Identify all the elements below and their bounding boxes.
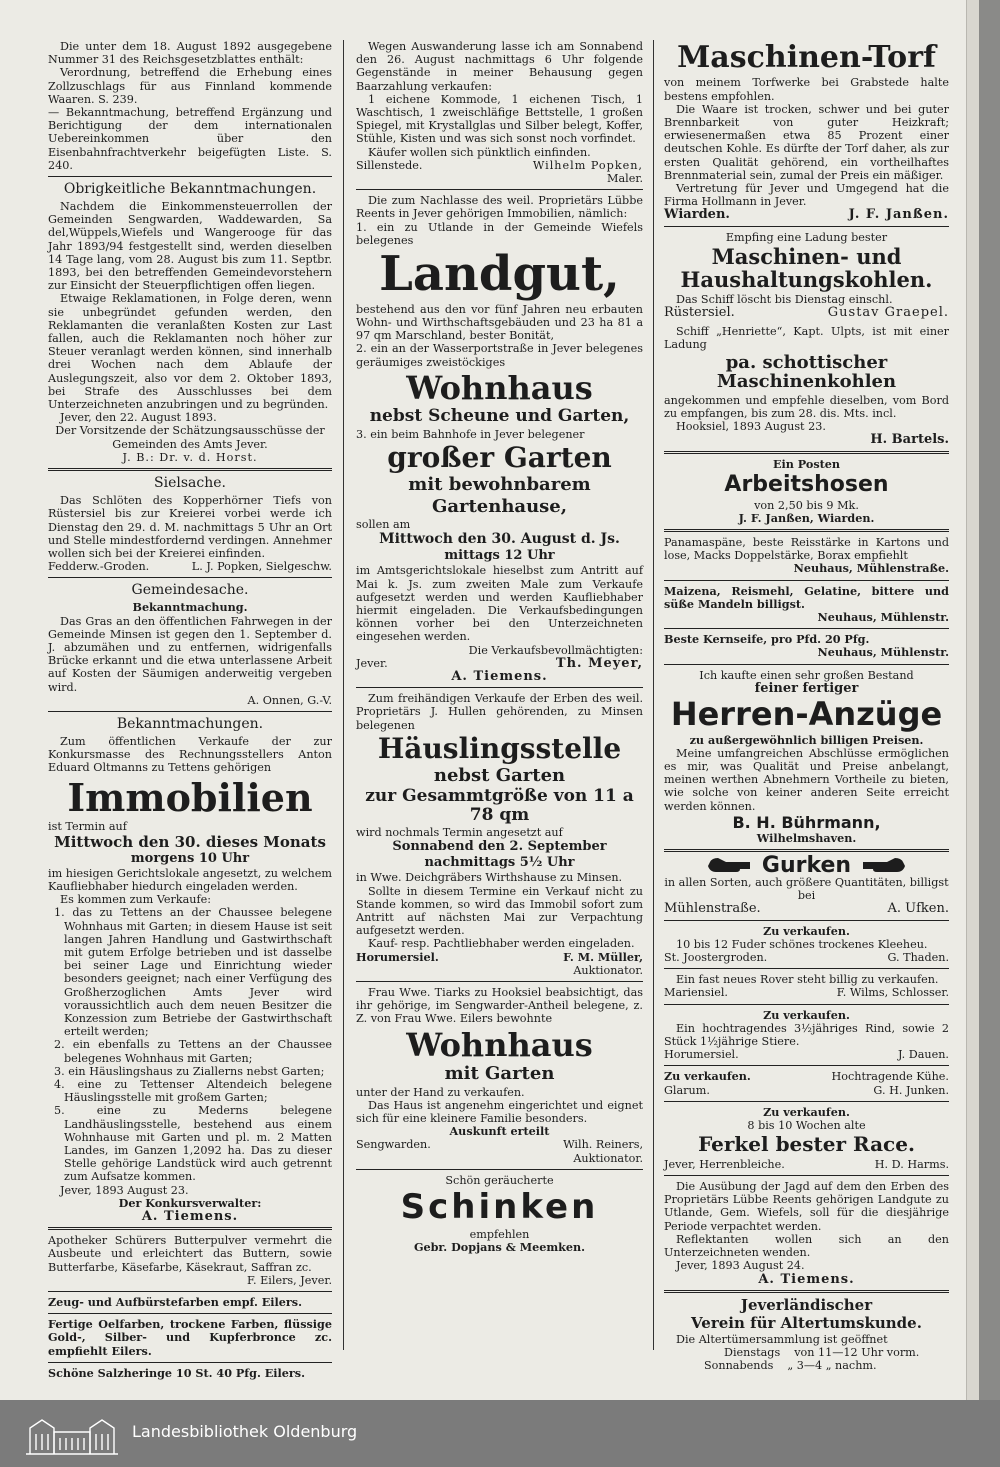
schinken-post: empfehlen	[469, 1227, 530, 1241]
ausw-text: Wegen Auswanderung lasse ich am Sonnabend den 26. August nachmittags 6 Uhr folgende Gegenstände in meiner Behausung gegen Baarzahlung verkaufen:	[356, 40, 643, 93]
neuhaus-ad2-sig: Neuhaus, Mühlenstr.	[817, 610, 949, 625]
library-building-icon	[24, 1412, 120, 1456]
landgut-place: Jever.	[356, 656, 388, 670]
verein-time2: „ 3—4 „ nachm.	[787, 1359, 877, 1373]
library-name: Landesbibliothek Oldenburg	[132, 1422, 358, 1441]
divider	[356, 1169, 643, 1170]
ausw-invite: Käufer wollen sich pünktlich einfinden.	[368, 145, 591, 159]
kuehe-place: Glarum.	[664, 1083, 710, 1097]
landgut-item1: 1. ein zu Utlande in der Gemeinde Wiefels belegenes	[356, 220, 643, 247]
verein-headline-2: Verein für Altertumskunde.	[691, 1313, 922, 1332]
gemeinde-sub: Bekanntmachung.	[132, 600, 248, 615]
haeusling-size: zur Gesammtgröße von 11 a 78 qm	[365, 786, 634, 825]
bekannt-item: 1. das zu Tettens an der Chaussee belegene Wohnhaus mit Garten; in diesem Hause ist seit langen Jahren Handlung und Gastwirthschaft mit gutem Erfolge betrieben und ist dasselbe bei seiner Lage und Einrichtung wieder besonders geeignet; nach einer Verfügung des Großherzoglichen Amts Jever wird voraussichtlich auch dem neuen Besitzer die Konzession zum Betriebe der Gastwirthschaft erteilt werden;	[54, 906, 332, 1039]
divider	[48, 1313, 332, 1314]
rind-signature: J. Dauen.	[898, 1048, 949, 1062]
wohnhaus-place: Sengwarden.	[356, 1138, 431, 1152]
divider	[664, 849, 949, 852]
kohlen-sig-row	[664, 306, 949, 319]
siel-place: Fedderw.-Groden.	[48, 560, 150, 574]
divider	[356, 687, 643, 688]
reich-notice-text: Die unter dem 18. August 1892 ausgegebene Nummer 31 des Reichsgesetzblattes enthält:	[48, 40, 332, 67]
pointing-hand-left-icon	[706, 856, 752, 876]
gurken-place: Mühlenstraße.	[664, 901, 761, 917]
landgut-date: Mittwoch den 30. August d. Js.	[379, 531, 620, 548]
gemeinde-signature: A. Onnen, G.-V.	[247, 693, 332, 707]
divider	[664, 920, 949, 921]
ferkel-place: Jever, Herrenbleiche.	[664, 1157, 785, 1171]
schinken-pre: Schön geräucherte	[445, 1173, 554, 1187]
kohlen-headline: Maschinen- und Haushaltungskohlen.	[680, 243, 933, 292]
divider	[48, 1291, 332, 1292]
kleie-head: Zu verkaufen.	[763, 923, 850, 938]
divider	[664, 580, 949, 581]
landgut-signature-1: Th. Meyer,	[555, 655, 643, 671]
wohnhaus-subline: nebst Scheune und Garten,	[369, 406, 630, 427]
obrig-signature: J. B.: Dr. v. d. Horst.	[122, 450, 258, 464]
ausw-place: Sillenstede.	[356, 158, 423, 172]
torf-p2: Die Waare ist trocken, schwer und bei guter Brennbarkeit von guter Heizkraft; erwiesenermaßen etwa 85 Prozent einer deutschen Kohle. Es dürfte der Torf daher, als zur ersten Qualität gehörend, ein vortheilhaftes Brennmaterial sein, zumal der Preis ein mäßiger.	[664, 102, 949, 182]
torf-p1: von meinem Torfwerke bei Grabstede halte bestens empfohlen.	[664, 76, 949, 103]
bekannt-item: 2. ein ebenfalls zu Tettens an der Chaussee belegenes Wohnhaus mit Garten;	[54, 1038, 332, 1065]
bekannt-item: 4. eine zu Tettenser Altendeich belegene Häuslingsstelle mit großem Garten;	[54, 1078, 332, 1105]
divider	[664, 628, 949, 629]
bekannt-date1: Mittwoch den 30. dieses Monats	[54, 832, 326, 851]
bekannt-intro: Zum öffentlichen Verkaufe der zur Konkursmasse des Rechnungsstellers Anton Eduard Oltmanns zu Tettens gehörigen	[48, 734, 332, 775]
kuehe-row	[664, 1070, 949, 1083]
kleie-signature: G. Thaden.	[887, 951, 949, 965]
ausw-role: Maler.	[607, 172, 643, 186]
rind-place: Horumersiel.	[664, 1048, 739, 1062]
bekannt-kommen: Es kommen zum Verkaufe:	[60, 893, 212, 907]
haeusling-text3: Sollte in diesem Termine ein Verkauf nicht zu Stande kommen, so wird das Immobil sofort zum Antritt auf nächsten Mai zur Verpachtung aufgesetzt werden.	[356, 884, 643, 938]
obrig-board: Der Vorsitzende der Schätzungsausschüsse der Gemeinden des Amts Jever.	[55, 424, 325, 451]
rover-text: Ein fast neues Rover steht billig zu verkaufen.	[676, 973, 939, 987]
landgut-signature-2: A. Tiemens.	[451, 668, 548, 684]
wohnhaus-text2: Das Haus ist angenehm eingerichtet und eignet sich für eine kleinere Familie besonders.	[356, 1098, 643, 1125]
neuhaus-ad3-sig: Neuhaus, Mühlenstr.	[817, 645, 949, 660]
kuehe-head: Zu verkaufen.	[664, 1069, 751, 1084]
torf-sig-row	[664, 208, 949, 221]
bekannt-role: Der Konkursverwalter:	[118, 1195, 262, 1210]
neuhaus-ad1-sig: Neuhaus, Mühlenstraße.	[793, 561, 949, 576]
column-1	[48, 40, 332, 1380]
haeusling-time: nachmittags 5½ Uhr	[424, 855, 575, 871]
schott-signature: H. Bartels.	[870, 432, 949, 448]
page-edge	[966, 0, 979, 1400]
gurken-signature: A. Ufken.	[887, 901, 949, 917]
landgut-item3: 3. ein beim Bahnhofe in Jever belegener	[356, 427, 585, 441]
ad-salzheringe: Schöne Salzheringe 10 St. 40 Pfg. Eilers.	[48, 1365, 305, 1380]
rind-text: Ein hochtragendes 3½jähriges Rind, sowie 2 Stück 1½jährige Stiere.	[664, 1021, 949, 1049]
ferkel-signature: H. D. Harms.	[874, 1157, 949, 1171]
gurken-head-row	[664, 853, 949, 879]
ferkel-sig-row	[664, 1158, 949, 1171]
hosen-signature: J. F. Janßen, Wiarden.	[738, 510, 875, 525]
gemeinde-heading: Gemeindesache.	[131, 582, 249, 599]
wohnhaus-intro: Frau Wwe. Tiarks zu Hooksiel beabsichtigt, das ihr gehörige, im Sengwarder-Antheil belegene, z. Z. von Frau Wwe. Eilers bewohnte	[356, 985, 643, 1026]
anzuege-sub: feiner fertiger	[754, 680, 859, 696]
verein-hours-row	[664, 1359, 949, 1372]
landgut-sollen: sollen am	[356, 518, 411, 532]
column-2	[356, 40, 643, 1254]
landgut-role: Die Verkaufsbevollmächtigten:	[468, 643, 643, 657]
landgut-time: mittags 12 Uhr	[444, 548, 555, 564]
pointing-hand-right-icon	[861, 856, 907, 876]
immobilien-headline: Immobilien	[67, 774, 313, 820]
divider	[664, 529, 949, 532]
divider	[664, 226, 949, 227]
landgut-desc: bestehend aus den vor fünf Jahren neu erbauten Wohn- und Wirthschaftsgebäuden und 23 ha 81 a 97 qm Marschland, bester Bonität,	[356, 302, 643, 343]
haeusling-subline: nebst Garten	[433, 764, 566, 786]
neuhaus-ad1: Panamaspäne, beste Reisstärke in Kartons und lose, Macks Doppelstärke, Borax empfiehlt	[664, 536, 949, 563]
ausw-signature: Wilhelm Popken,	[532, 158, 643, 172]
ad-butterpulver-sig: F. Eilers, Jever.	[247, 1273, 332, 1287]
bekannt-item: 5. eine zu Mederns belegene Landhäuslingsstelle, bestehend aus einem Wohnhause mit Garten und pl. m. 2 Matten Landes, im Ganzen 1,2092 ha. Das zu dieser Stelle gehörige Landstück wird auch getrennt zum Aufsatze kommen.	[54, 1104, 332, 1184]
library-footer	[0, 1400, 1000, 1467]
ausw-items: 1 eichene Kommode, 1 eichenen Tisch, 1 Waschtisch, 1 zweischläfige Bettstelle, 1 großen Spiegel, mit Krystallglas und Silber belegt, Koffer, Stühle, Kisten und was sich sonst noch vorfindet.	[356, 92, 643, 146]
haeusling-signature: F. M. Müller,	[563, 949, 643, 964]
gemeinde-text: Das Gras an den öffentlichen Fahrwegen in der Gemeinde Minsen ist gegen den 1. September d. J. abzumähen und zu entfernen, widrigenfalls Brücke erkannt und die etwa unterlassene Arbeit auf Kosten der Säumigen anderweitig vergeben wird.	[48, 614, 332, 694]
obrig-date: Jever, den 22. August 1893.	[60, 411, 217, 425]
obrig-heading: Obrigkeitliche Bekanntmachungen.	[63, 181, 317, 198]
torf-signature: J. F. Janßen.	[848, 207, 949, 223]
kuehe-signature: G. H. Junken.	[873, 1083, 949, 1097]
ad-butterpulver: Apotheker Schürers Butterpulver vermehrt die Ausbeute und erleichtert das Buttern, sowie Butterfarbe, Käsefarbe, Käsekraut, Saffran zc.	[48, 1234, 332, 1274]
wohnhaus2-subline: mit Garten	[444, 1063, 555, 1085]
kleie-sig-row	[664, 951, 949, 964]
divider	[664, 1175, 949, 1176]
gurken-headline: Gurken	[761, 853, 852, 879]
rover-sig-row	[664, 986, 949, 999]
siel-text: Das Schlöten des Kopperhörner Tiefs von Rüstersiel bis zur Kreierei vorbei werde ich Dienstag den 29. d. M. nachmittags 5 Uhr an Ort und Stelle mindestfordernd verdingen. Annehmer wollen sich bei der Kreierei einfinden.	[48, 494, 332, 560]
kuehe-text: Hochtragende Kühe.	[831, 1070, 949, 1084]
bekannt-place: im hiesigen Gerichtslokale angesetzt, zu welchem Kaufliebhaber hiedurch eingeladen werden.	[48, 866, 332, 893]
neuhaus-ad2: Maizena, Reismehl, Gelatine, bittere und süße Mandeln billigst.	[664, 583, 949, 611]
haeusling-role: Auktionator.	[573, 963, 643, 977]
landgut-sig-row	[356, 657, 643, 670]
ausw-sig-row	[356, 159, 643, 172]
divider	[664, 1065, 949, 1066]
landgut-intro: Die zum Nachlasse des weil. Proprietärs Lübbe Reents in Jever gehörigen Immobilien, nämlich:	[356, 194, 643, 221]
divider	[48, 577, 332, 578]
anzuege-post: zu außergewöhnlich billigen Preisen.	[689, 732, 924, 747]
divider	[664, 1004, 949, 1005]
ad-oelfarben: Fertige Oelfarben, trockene Farben, flüssige Gold-, Silber- und Kupferbronce zc. empfiehlt Eilers.	[48, 1317, 332, 1358]
bekannt-termin: ist Termin auf	[48, 819, 127, 833]
bekannt-heading: Bekanntmachungen.	[116, 715, 264, 732]
schott-pre: Schiff „Henriette“, Kapt. Ulpts, ist mit einer Ladung	[664, 324, 949, 351]
divider	[664, 1290, 949, 1293]
jagd-date: Jever, 1893 August 24.	[676, 1259, 805, 1273]
wohnhaus-text3: Auskunft erteilt	[449, 1124, 550, 1139]
anzuege-headline: Herren-Anzüge	[670, 695, 943, 734]
wohnhaus-role: Auktionator.	[573, 1151, 643, 1165]
rind-head: Zu verkaufen.	[763, 1007, 850, 1022]
wohnhaus-sig-row	[356, 1138, 643, 1151]
column-3	[664, 40, 949, 1373]
schott-date: Hooksiel, 1893 August 23.	[676, 420, 826, 434]
divider	[48, 711, 332, 712]
landgut-headline: Landgut,	[379, 246, 620, 303]
divider	[356, 189, 643, 190]
jagd-text2: Reflektanten wollen sich an den Unterzeichneten wenden.	[664, 1232, 949, 1260]
ferkel-headline: Ferkel bester Race.	[698, 1132, 915, 1157]
bekannt-date: Jever, 1893 August 23.	[60, 1183, 189, 1197]
divider	[48, 1362, 332, 1363]
verein-time1: von 11—12 Uhr vorm.	[794, 1346, 920, 1360]
anzuege-text: Meine umfangreichen Abschlüsse ermöglichen es mir, was Qualität und Preise anbelangt, meinen werthen Abnehmern Vortheile zu bieten, wie solche von keiner anderen Seite erreicht werden können.	[664, 746, 949, 813]
wohnhaus-signature: Wilh. Reiners,	[563, 1138, 643, 1152]
verein-hours-row	[664, 1346, 949, 1359]
haeusling-text2: in Wwe. Deichgräbers Wirthshause zu Minsen.	[356, 871, 623, 885]
kohlen-pre: Empfing eine Ladung bester	[725, 230, 888, 244]
schott-headline: pa. schottischer Maschinenkohlen	[716, 351, 897, 393]
rind-sig-row	[664, 1048, 949, 1061]
haeusling-intro: Zum freihändigen Verkaufe der Erben des weil. Proprietärs J. Hullen gehörenden, zu Minsen belegenen	[356, 692, 643, 732]
schott-text: angekommen und empfehle dieselben, vom Bord zu empfangen, bis zum 28. dis. Mts. incl.	[664, 393, 949, 421]
ferkel-pre: 8 bis 10 Wochen alte	[747, 1119, 866, 1133]
anzuege-place: Wilhelmshaven.	[756, 830, 857, 845]
column-rule	[343, 40, 344, 1350]
obrig-p2: Etwaige Reklamationen, in Folge deren, wenn sie unbegründet gefunden werden, den Reklamanten die veranlaßten Kosten zur Last fallen, auch die Reklamanten noch höher zur Steuer veranlagt werden können, sind innerhalb drei Wochen nach dem Ablaufe der Auslegungszeit, also vor dem 2. Oktober 1893, bei Strafe des Ausschlusses bei dem Unterzeichneten anzubringen und zu begründen.	[48, 292, 332, 412]
column-rule	[653, 40, 654, 1350]
hosen-pre: Ein Posten	[772, 456, 841, 471]
torf-place: Wiarden.	[664, 207, 730, 223]
neuhaus-ad3: Beste Kernseife, pro Pfd. 20 Pfg.	[664, 632, 870, 647]
haeusling-text4: Kauf- resp. Pachtliebhaber werden eingeladen.	[368, 937, 635, 951]
divider	[48, 1227, 332, 1230]
verein-day1: Dienstags	[724, 1346, 781, 1360]
divider	[664, 451, 949, 454]
rover-place: Mariensiel.	[664, 986, 728, 1000]
kuehe-sig-row	[664, 1084, 949, 1097]
hosen-headline: Arbeitshosen	[724, 471, 889, 497]
obrig-p1: Nachdem die Einkommensteuerrollen der Gemeinden Sengwarden, Waddewarden, Sa del,Wüppels,Wiefels und Wangerooge für das Jahr 1893/94 festgestellt sind, werden dieselben 14 Tage lang, vom 28. August bis zum 11. Septbr. 1893, bei den betreffenden Gemeindevorstehern zur Einsicht der Steuerpflichtigen offen liegen.	[48, 200, 332, 293]
ad-zeugfarben: Zeug- und Aufbürstefarben empf. Eilers.	[48, 1295, 302, 1310]
kohlen-text: Das Schiff löscht bis Dienstag einschl.	[676, 293, 893, 307]
schinken-signature: Gebr. Dopjans & Meemken.	[413, 1239, 586, 1254]
schinken-headline: Schinken	[400, 1186, 599, 1227]
wohnhaus2-headline: Wohnhaus	[406, 1025, 593, 1064]
verein-headline-1: Jeverländischer	[740, 1295, 873, 1314]
haeusling-place: Horumersiel.	[356, 949, 439, 964]
gurken-text: in allen Sorten, auch größere Quantitäten, billigst bei	[664, 876, 949, 903]
wohnhaus-text: unter der Hand zu verkaufen.	[356, 1085, 525, 1099]
divider	[664, 968, 949, 969]
torf-p3: Vertretung für Jever und Umgegend hat die Firma Hollmann in Jever.	[664, 182, 949, 209]
kohlen-place: Rüstersiel.	[664, 305, 735, 321]
siel-sig-row	[48, 560, 332, 573]
gartenhaus-line: Gartenhause,	[431, 495, 568, 517]
haeusling-date: Sonnabend den 2. September	[392, 839, 607, 855]
anzuege-pre: Ich kaufte einen sehr großen Bestand	[699, 668, 914, 682]
gurken-sig-row	[664, 902, 949, 915]
landgut-text: im Amtsgerichtslokale hieselbst zum Antritt auf Mai k. Js. zum zweiten Male zum Verkaufe aufgesetzt werden und werden Kaufliebhaber hiermit eingeladen. Die Verkaufsbedingungen können vorher bei den Unterzeichneten eingesehen werden.	[356, 564, 643, 644]
verein-day2: Sonnabends	[704, 1359, 774, 1373]
jagd-signature: A. Tiemens.	[758, 1271, 855, 1287]
reich-notice-item1: Verordnung, betreffend die Erhebung eines Zollzuschlags für aus Finnland kommende Waaren. S. 239.	[48, 66, 332, 106]
wohnhaus-headline: Wohnhaus	[406, 368, 593, 407]
jagd-text: Die Ausübung der Jagd auf dem den Erben des Proprietärs Lübbe Reents gehörigen Landgute zu Utlande, Gem. Wiefels, soll für die diesjährige Periode verpachtet werden.	[664, 1180, 949, 1233]
anzuege-signature: B. H. Bührmann,	[732, 812, 881, 832]
bekannt-item: 3. ein Häuslingshaus zu Ziallerns nebst Garten;	[54, 1064, 325, 1078]
bekannt-signature: A. Tiemens.	[141, 1209, 239, 1225]
divider	[356, 981, 643, 982]
garten-subline: mit bewohnbarem	[408, 474, 591, 496]
rover-signature: F. Wilms, Schlosser.	[836, 986, 949, 1000]
verein-text: Die Altertümersammlung ist geöffnet	[676, 1333, 888, 1347]
haeusling-headline: Häuslingsstelle	[377, 731, 622, 765]
hosen-price: von 2,50 bis 9 Mk.	[754, 498, 859, 512]
landgut-item2: 2. ein an der Wasserportstraße in Jever belegenes geräumiges zweistöckiges	[356, 342, 643, 369]
garten-headline: großer Garten	[387, 441, 612, 474]
reich-notice-item2: — Bekanntmachung, betreffend Ergänzung und Berichtigung der dem internationalen Uebereinkommen über den Eisenbahnfrachtverkehr beigefügten Liste. S. 240.	[48, 106, 332, 172]
kleie-text: 10 bis 12 Fuder schönes trockenes Kleeheu.	[676, 937, 928, 951]
divider	[48, 468, 332, 471]
kohlen-signature: Gustav Graepel.	[827, 305, 949, 321]
siel-heading: Sielsache.	[154, 475, 226, 492]
divider	[664, 664, 949, 665]
divider	[48, 176, 332, 177]
kleie-place: St. Joostergroden.	[664, 951, 768, 965]
haeusling-sig-row	[356, 951, 643, 964]
haeusling-text1: wird nochmals Termin angesetzt auf	[356, 826, 563, 840]
bekannt-date2: morgens 10 Uhr	[130, 850, 250, 866]
divider	[664, 1101, 949, 1102]
ferkel-head: Zu verkaufen.	[763, 1104, 850, 1119]
torf-headline: Maschinen-Torf	[677, 40, 936, 75]
siel-signature: L. J. Popken, Sielgeschw.	[191, 560, 332, 574]
